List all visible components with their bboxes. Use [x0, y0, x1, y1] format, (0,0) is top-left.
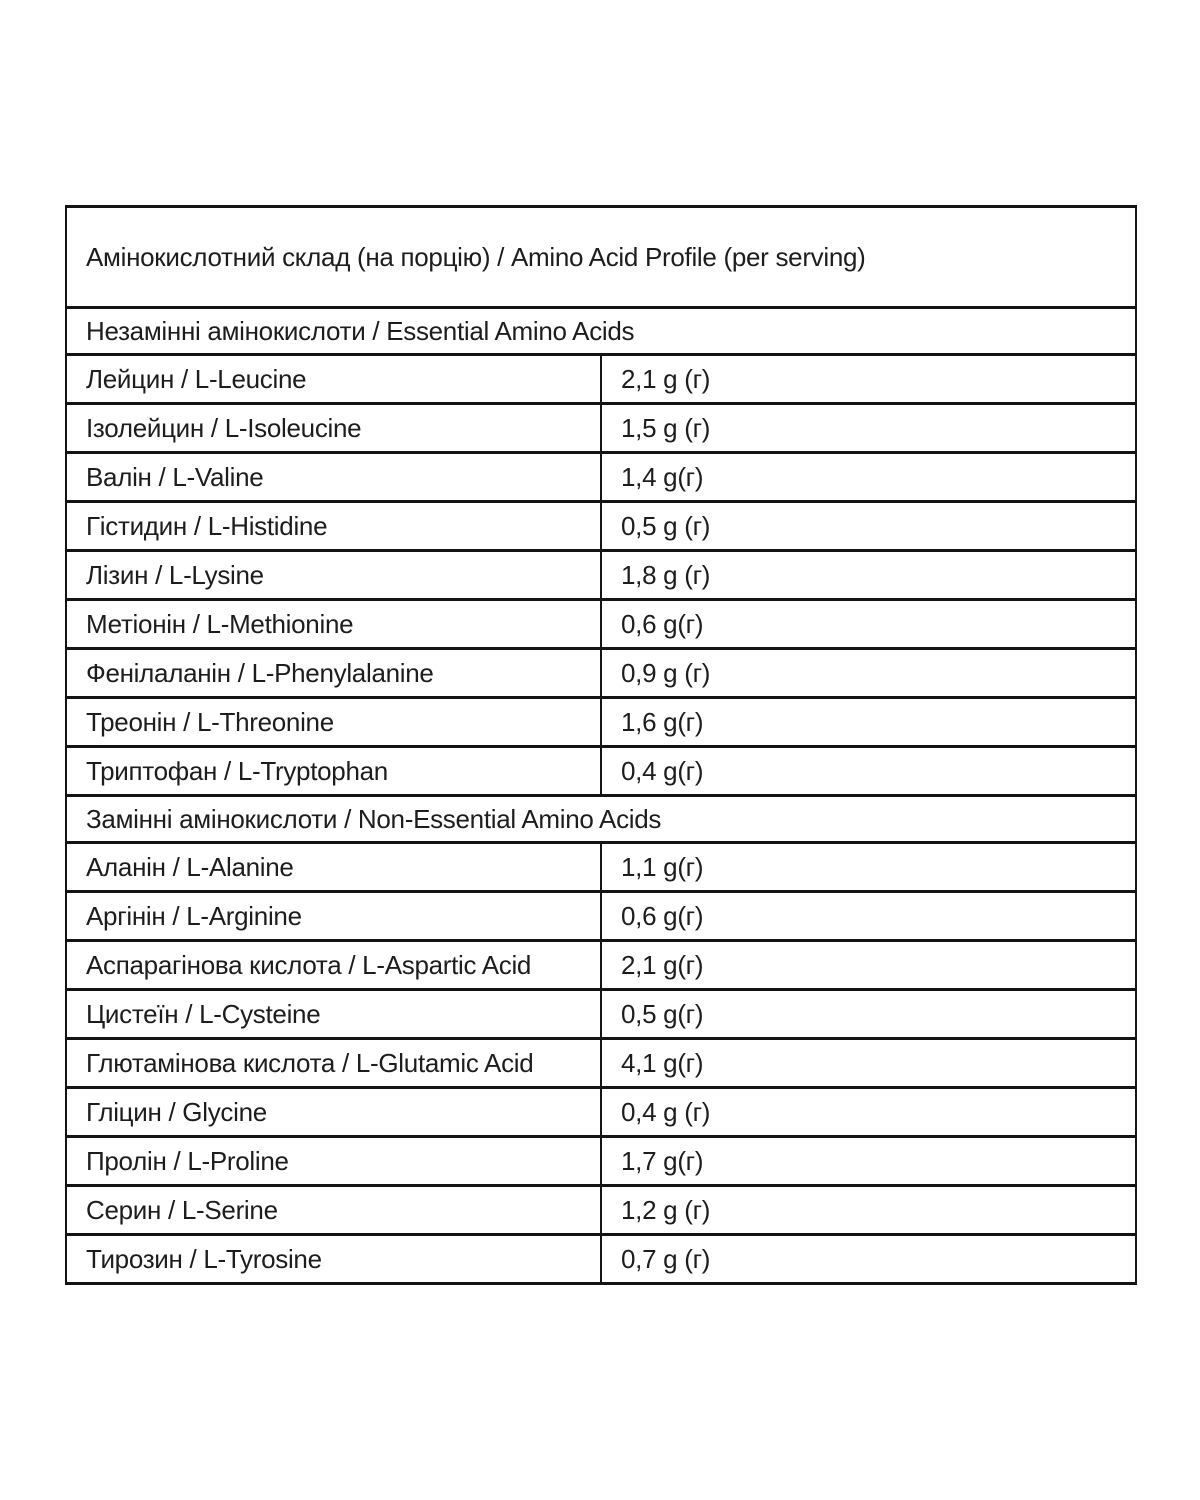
- table-row: [66, 892, 1136, 941]
- amino-value-cell: 1,8 g (г): [601, 551, 1136, 600]
- amino-name-cell: Треонін / L-Threonine: [66, 698, 601, 747]
- amino-name-cell: Лізин / L-Lysine: [66, 551, 601, 600]
- table-row: [66, 355, 1136, 404]
- amino-name-cell: Триптофан / L-Tryptophan: [66, 747, 601, 796]
- amino-name-cell: Тирозин / L-Tyrosine: [66, 1235, 601, 1284]
- amino-name-cell: Лейцин / L-Leucine: [66, 355, 601, 404]
- table-title: Амінокислотний склад (на порцію) / Amino Acid Profile (per serving): [66, 207, 1136, 308]
- table-row: [66, 404, 1136, 453]
- table-row: [66, 698, 1136, 747]
- table-row: [66, 990, 1136, 1039]
- amino-name-cell: Гістидин / L-Histidine: [66, 502, 601, 551]
- table-row: [66, 1137, 1136, 1186]
- amino-acid-profile-table: [65, 205, 1137, 1285]
- amino-name-cell: Серин / L-Serine: [66, 1186, 601, 1235]
- table-row: [66, 843, 1136, 892]
- table-row: [66, 453, 1136, 502]
- table-row: [66, 1186, 1136, 1235]
- table-row: [66, 649, 1136, 698]
- amino-name-cell: Гліцин / Glycine: [66, 1088, 601, 1137]
- table-row: [66, 551, 1136, 600]
- amino-value-cell: 0,6 g(г): [601, 892, 1136, 941]
- section-header-row: [66, 796, 1136, 843]
- amino-value-cell: 2,1 g (г): [601, 355, 1136, 404]
- amino-value-cell: 0,5 g(г): [601, 990, 1136, 1039]
- amino-value-cell: 1,2 g (г): [601, 1186, 1136, 1235]
- amino-value-cell: 4,1 g(г): [601, 1039, 1136, 1088]
- amino-value-cell: 0,4 g (г): [601, 1088, 1136, 1137]
- amino-acid-profile-table-wrap: [65, 205, 1137, 1285]
- amino-value-cell: 0,7 g (г): [601, 1235, 1136, 1284]
- table-row: [66, 941, 1136, 990]
- amino-value-cell: 1,6 g(г): [601, 698, 1136, 747]
- amino-name-cell: Аланін / L-Alanine: [66, 843, 601, 892]
- amino-table-body: [66, 207, 1136, 1284]
- table-row: [66, 747, 1136, 796]
- amino-name-cell: Ізолейцин / L-Isoleucine: [66, 404, 601, 453]
- section-header-row: [66, 308, 1136, 355]
- amino-value-cell: 1,4 g(г): [601, 453, 1136, 502]
- table-row: [66, 1088, 1136, 1137]
- amino-value-cell: 0,9 g (г): [601, 649, 1136, 698]
- table-title-row: [66, 207, 1136, 308]
- table-row: [66, 1235, 1136, 1284]
- amino-name-cell: Аргінін / L-Arginine: [66, 892, 601, 941]
- amino-name-cell: Пролін / L-Proline: [66, 1137, 601, 1186]
- amino-name-cell: Фенілаланін / L-Phenylalanine: [66, 649, 601, 698]
- amino-value-cell: 1,5 g (г): [601, 404, 1136, 453]
- amino-value-cell: 1,1 g(г): [601, 843, 1136, 892]
- amino-name-cell: Метіонін / L-Methionine: [66, 600, 601, 649]
- table-row: [66, 600, 1136, 649]
- section-header: Замінні амінокислоти / Non-Essential Amino Acids: [66, 796, 1136, 843]
- amino-name-cell: Валін / L-Valine: [66, 453, 601, 502]
- amino-value-cell: 1,7 g(г): [601, 1137, 1136, 1186]
- amino-value-cell: 2,1 g(г): [601, 941, 1136, 990]
- amino-value-cell: 0,6 g(г): [601, 600, 1136, 649]
- amino-name-cell: Глютамінова кислота / L-Glutamic Acid: [66, 1039, 601, 1088]
- amino-value-cell: 0,5 g (г): [601, 502, 1136, 551]
- amino-name-cell: Цистеїн / L-Cysteine: [66, 990, 601, 1039]
- table-row: [66, 1039, 1136, 1088]
- section-header: Незамінні амінокислоти / Essential Amino Acids: [66, 308, 1136, 355]
- amino-name-cell: Аспарагінова кислота / L-Aspartic Acid: [66, 941, 601, 990]
- table-row: [66, 502, 1136, 551]
- amino-value-cell: 0,4 g(г): [601, 747, 1136, 796]
